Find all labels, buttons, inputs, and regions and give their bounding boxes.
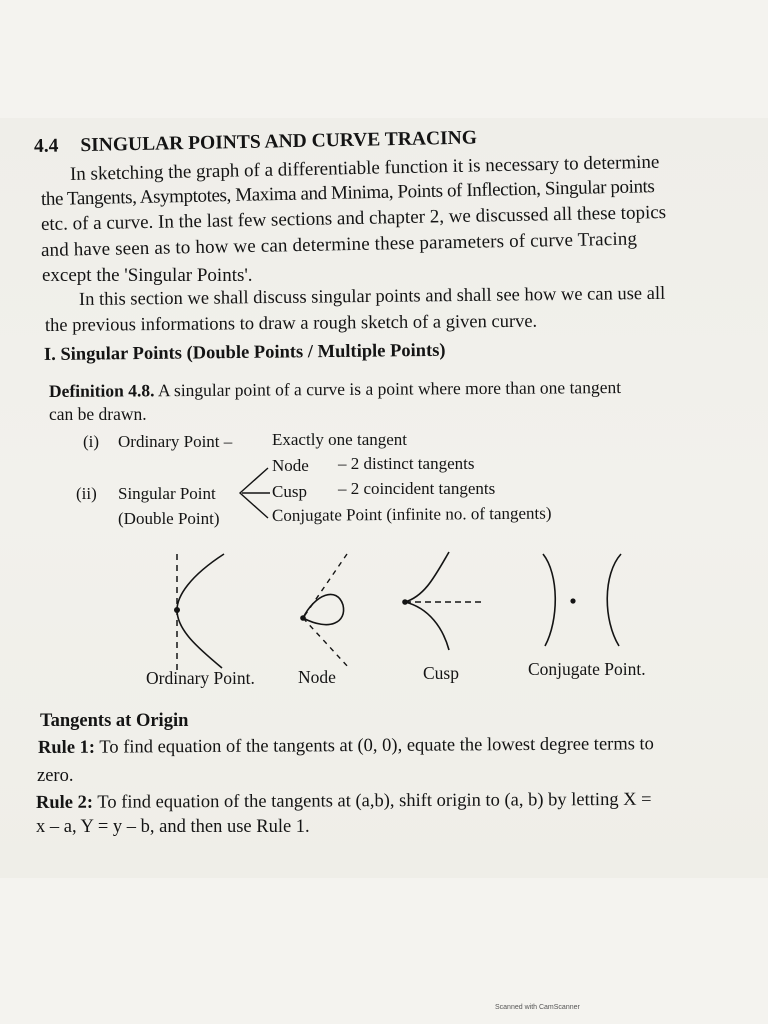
type-conjugate-desc: (infinite no. of tangents)	[386, 503, 552, 525]
intro-line-2: the Tangents, Asymptotes, Maxima and Minima, Points of Inflection, Singular points	[40, 176, 655, 210]
rule2-text: To find equation of the tangents at (a,b), shift origin to (a, b) by letting X =	[97, 789, 652, 813]
ordinary-point-diagram	[160, 548, 240, 678]
intro-line-1: In sketching the graph of a differentiable function it is necessary to determine	[69, 151, 660, 185]
tangents-title: Tangents at Origin	[40, 711, 189, 731]
node-diagram	[285, 550, 375, 670]
type-node-desc: – 2 distinct tangents	[338, 454, 475, 473]
type-conjugate-line	[272, 504, 552, 526]
rule2-line-2: x – a, Y = y – b, and then use Rule 1.	[36, 817, 310, 837]
conjugate-left-branch	[543, 554, 555, 646]
rule2-line-1	[36, 790, 652, 814]
ordinary-curve	[177, 554, 224, 668]
section-title: SINGULAR POINTS AND CURVE TRACING	[80, 127, 478, 157]
type-conjugate-name: Conjugate Point	[271, 505, 383, 525]
cusp-diagram	[395, 546, 495, 656]
rule2-label: Rule 2:	[35, 792, 94, 813]
rule1-label: Rule 1:	[37, 737, 96, 758]
type-cusp-desc: – 2 coincident tangents	[338, 479, 496, 498]
intro-line-3: etc. of a curve. In the last few sections and chapter 2, we discussed all these topics	[40, 201, 667, 235]
cusp-point-dot	[402, 599, 408, 605]
singular-point-brace	[230, 460, 280, 520]
cusp-upper-branch	[405, 552, 449, 602]
label-node: Node	[298, 667, 336, 687]
item2-name: Singular Point	[118, 484, 216, 503]
subsection-title: I. Singular Points (Double Points / Multiple Points)	[43, 340, 446, 365]
rule1-line-1	[38, 734, 654, 759]
definition-text: A singular point of a curve is a point where more than one tangent	[157, 377, 622, 401]
intro-p2-line-1: In this section we shall discuss singular points and shall see how we can use all	[78, 283, 666, 310]
conjugate-point-diagram	[535, 550, 645, 650]
item1-desc: Exactly one tangent	[272, 430, 408, 449]
definition-line-1	[49, 377, 621, 402]
rule1-line-2: zero.	[37, 766, 74, 786]
label-ordinary-point: Ordinary Point.	[146, 668, 255, 688]
intro-line-5: except the 'Singular Points'.	[42, 265, 253, 286]
type-node-name: Node	[272, 456, 309, 475]
type-cusp-name: Cusp	[272, 482, 307, 501]
intro-line-4: and have seen as to how we can determine these parameters of curve Tracing	[40, 228, 638, 261]
label-conjugate-point: Conjugate Point.	[528, 659, 646, 679]
scanner-watermark: Scanned with CamScanner	[495, 1004, 580, 1011]
intro-p2-line-2: the previous informations to draw a rough sketch of a given curve.	[44, 311, 538, 336]
definition-label: Definition 4.8.	[48, 380, 155, 401]
cusp-lower-branch	[405, 602, 449, 650]
node-loop	[303, 594, 344, 624]
item2-number: (ii)	[76, 484, 97, 503]
label-cusp: Cusp	[423, 663, 459, 683]
ordinary-point-dot	[174, 607, 180, 613]
item1-number: (i)	[83, 432, 100, 451]
section-number: 4.4	[33, 135, 59, 157]
item2-alt: (Double Point)	[118, 509, 220, 528]
conjugate-point-dot	[570, 598, 575, 603]
node-point-dot	[300, 615, 306, 621]
definition-line-2: can be drawn.	[49, 404, 147, 424]
conjugate-right-branch	[607, 554, 621, 646]
rule1-text: To find equation of the tangents at (0, 0), equate the lowest degree terms to	[99, 734, 654, 758]
item1-name: Ordinary Point –	[118, 432, 233, 451]
